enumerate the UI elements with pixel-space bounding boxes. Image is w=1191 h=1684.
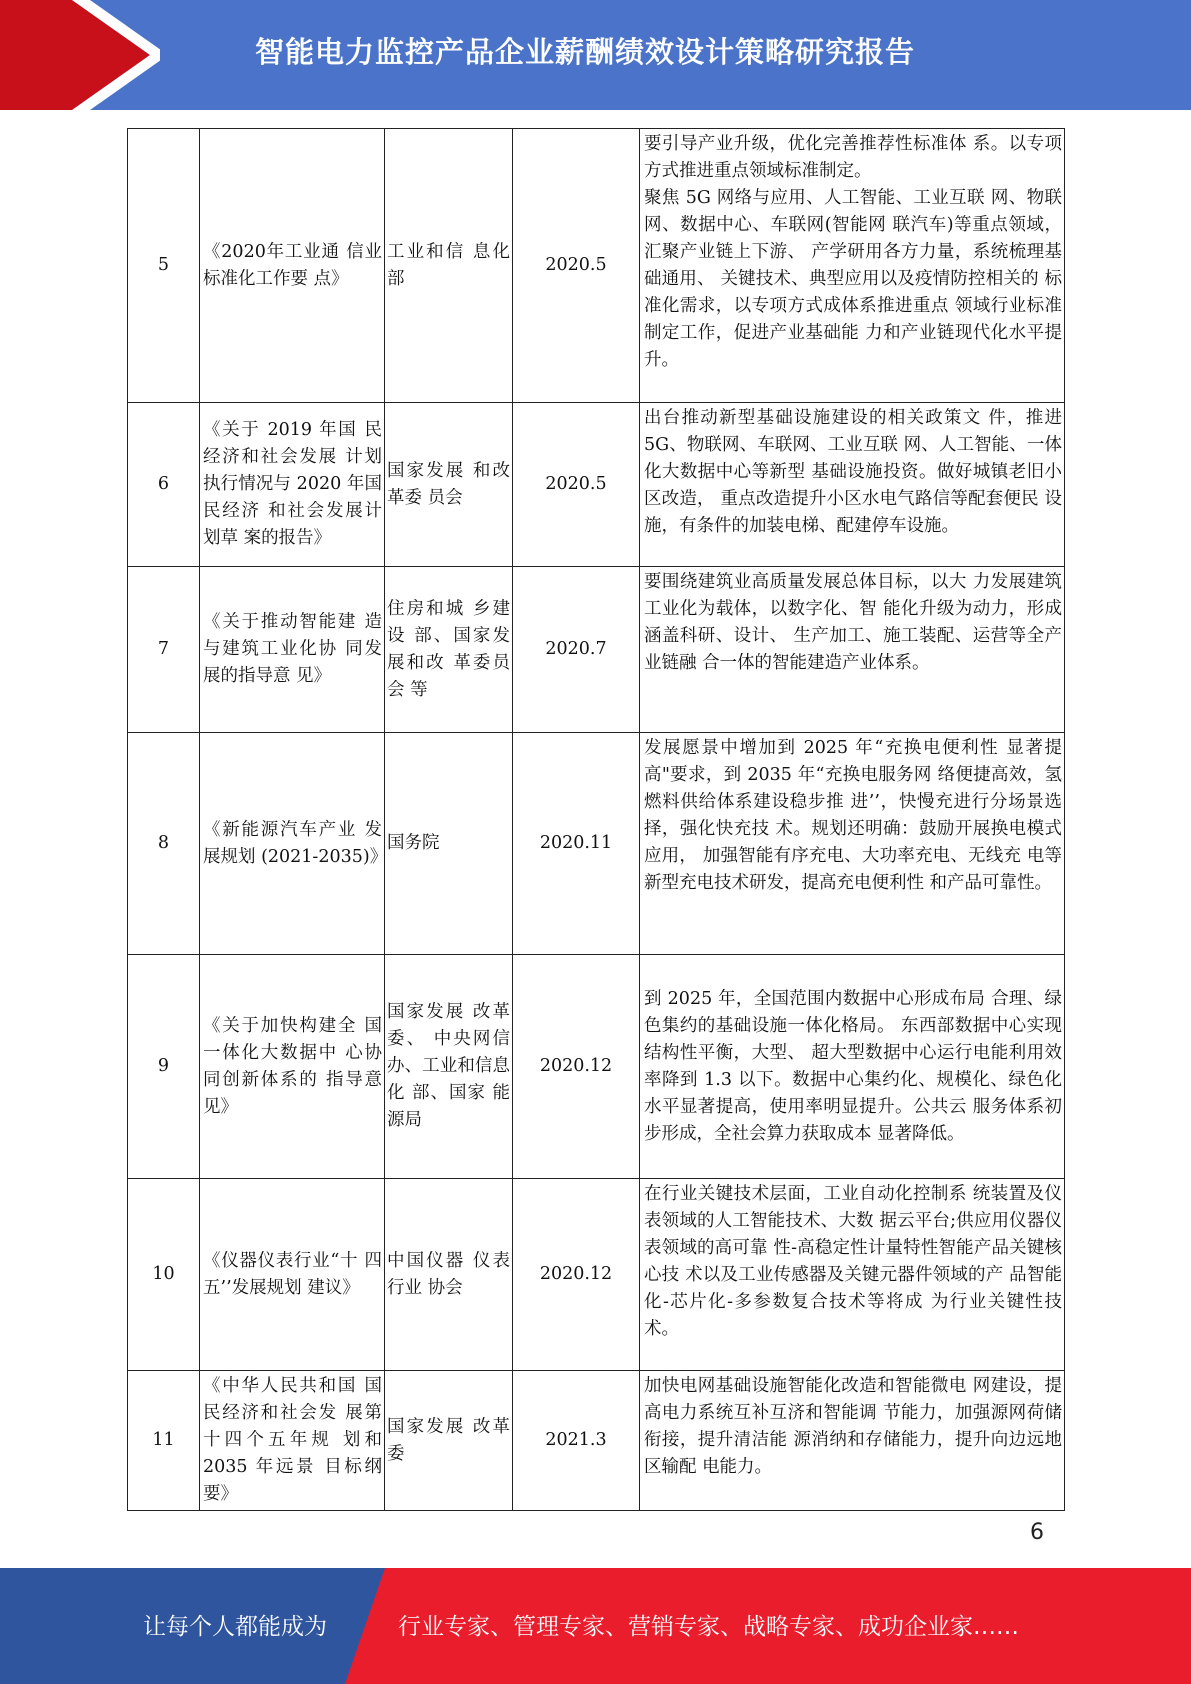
row-number: 8 — [128, 733, 200, 955]
table-row — [128, 567, 1065, 733]
table-row — [128, 403, 1065, 567]
issue-date: 2020.11 — [513, 733, 640, 955]
table-row — [128, 955, 1065, 1179]
policy-table-body — [128, 129, 1065, 1511]
policy-description: 要引导产业升级，优化完善推荐性标准体 系。以专项方式推进重点领域标准制定。 聚焦 5G 网络与应用、人工智能、工业互联 网、物联网、数据中心、车联网(智能网 联汽车)等重点领域，汇聚产业链上下游、 产学研用各方力量，系统梳理基础通用、 关键技术、典型应用以及疫情防控相关的 标准化需求，以专项方式成体系推进重点 领域行业标准制定工作，促进产业基础能 力和产业链现代化水平提升。 — [640, 129, 1065, 403]
row-number: 6 — [128, 403, 200, 567]
policy-table-wrapper — [127, 128, 1064, 1511]
issuing-department: 国家发展 改革委 — [385, 1371, 513, 1511]
row-number: 10 — [128, 1179, 200, 1371]
table-row — [128, 129, 1065, 403]
issue-date: 2021.3 — [513, 1371, 640, 1511]
policy-description: 加快电网基础设施智能化改造和智能微电 网建设，提高电力系统互补互济和智能调 节能力，加强源网荷储衔接，提升清洁能 源消纳和存储能力，提升向边远地区输配 电能力。 — [640, 1371, 1065, 1511]
issuing-department: 国家发展 和改革委 员会 — [385, 403, 513, 567]
policy-name: 《中华人民共和国 国民经济和社会发 展第十四个五年规 划和 2035 年远景 目标纲要》 — [200, 1371, 385, 1511]
policy-name: 《关于推动智能建 造与建筑工业化协 同发展的指导意 见》 — [200, 567, 385, 733]
issuing-department: 国务院 — [385, 733, 513, 955]
policy-description: 到 2025 年，全国范围内数据中心形成布局 合理、绿色集约的基础设施一体化格局。 东西部数据中心实现结构性平衡，大型、 超大型数据中心运行电能利用效率降到 1.3 以下。数据中心集约化、规模化、绿色化 水平显著提高，使用率明显提升。公共云 服务体系初步形成，全社会算力获取成本 显著降低。 — [640, 955, 1065, 1179]
issuing-department: 国家发展 改革委、 中央网信 办、工业和信息化 部、国家 能源局 — [385, 955, 513, 1179]
table-row — [128, 1371, 1065, 1511]
row-number: 7 — [128, 567, 200, 733]
footer-slogan-right: 行业专家、管理专家、营销专家、战略专家、成功企业家…… — [398, 1614, 1019, 1640]
policy-name: 《2020年工业通 信业标准化工作要 点》 — [200, 129, 385, 403]
issuing-department: 中国仪器 仪表行业 协会 — [385, 1179, 513, 1371]
policy-description: 在行业关键技术层面，工业自动化控制系 统装置及仪表领域的人工智能技术、大数 据云平台;供应用仪器仪表领域的高可靠 性-高稳定性计量特性智能产品关键核心技 术以及工业传感器及关键元器件领域的产 品智能化-芯片化-多参数复合技术等将成 为行业关键性技术。 — [640, 1179, 1065, 1371]
policy-description: 要围绕建筑业高质量发展总体目标，以大 力发展建筑工业化为载体，以数字化、智 能化升级为动力，形成涵盖科研、设计、 生产加工、施工装配、运营等全产业链融 合一体的智能建造产业体系。 — [640, 567, 1065, 733]
issue-date: 2020.12 — [513, 1179, 640, 1371]
issue-date: 2020.5 — [513, 129, 640, 403]
policy-name: 《新能源汽车产业 发展规划 (2021-2035)》 — [200, 733, 385, 955]
policy-name: 《关于加快构建全 国一体化大数据中 心协同创新体系的 指导意见》 — [200, 955, 385, 1179]
issue-date: 2020.7 — [513, 567, 640, 733]
row-number: 9 — [128, 955, 200, 1179]
report-title: 智能电力监控产品企业薪酬绩效设计策略研究报告 — [255, 35, 916, 69]
policy-name: 《关于 2019 年国 民经济和社会发展 计划执行情况与 2020 年国民经济 和社会发展计划草 案的报告》 — [200, 403, 385, 567]
page-footer — [0, 1568, 1191, 1684]
page-header — [0, 0, 1191, 110]
issuing-department: 工业和信 息化部 — [385, 129, 513, 403]
table-row — [128, 733, 1065, 955]
policy-description: 出台推动新型基础设施建设的相关政策文 件，推进 5G、物联网、车联网、工业互联 网、人工智能、一体化大数据中心等新型 基础设施投资。做好城镇老旧小区改造， 重点改造提升小区水电气路信等配套便民 设施，有条件的加装电梯、配建停车设施。 — [640, 403, 1065, 567]
row-number: 5 — [128, 129, 200, 403]
row-number: 11 — [128, 1371, 200, 1511]
issuing-department: 住房和城 乡建设 部、国家发展和改 革委员会 等 — [385, 567, 513, 733]
footer-slogan-left: 让每个人都能成为 — [143, 1614, 327, 1640]
page-number: 6 — [1030, 1520, 1044, 1545]
policy-name: 《仪器仪表行业“十 四五’’发展规划 建议》 — [200, 1179, 385, 1371]
policy-description: 发展愿景中增加到 2025 年“充换电便利性 显著提高"要求，到 2035 年“充换电服务网 络便捷高效，氢燃料供给体系建设稳步推 进’’，快慢充进行分场景选择，强化快充技 术。规划还明确：鼓励开展换电模式应用， 加强智能有序充电、大功率充电、无线充 电等新型充电技术研发，提高充电便利性 和产品可靠性。 — [640, 733, 1065, 955]
table-row — [128, 1179, 1065, 1371]
issue-date: 2020.5 — [513, 403, 640, 567]
issue-date: 2020.12 — [513, 955, 640, 1179]
policy-table — [127, 128, 1065, 1511]
